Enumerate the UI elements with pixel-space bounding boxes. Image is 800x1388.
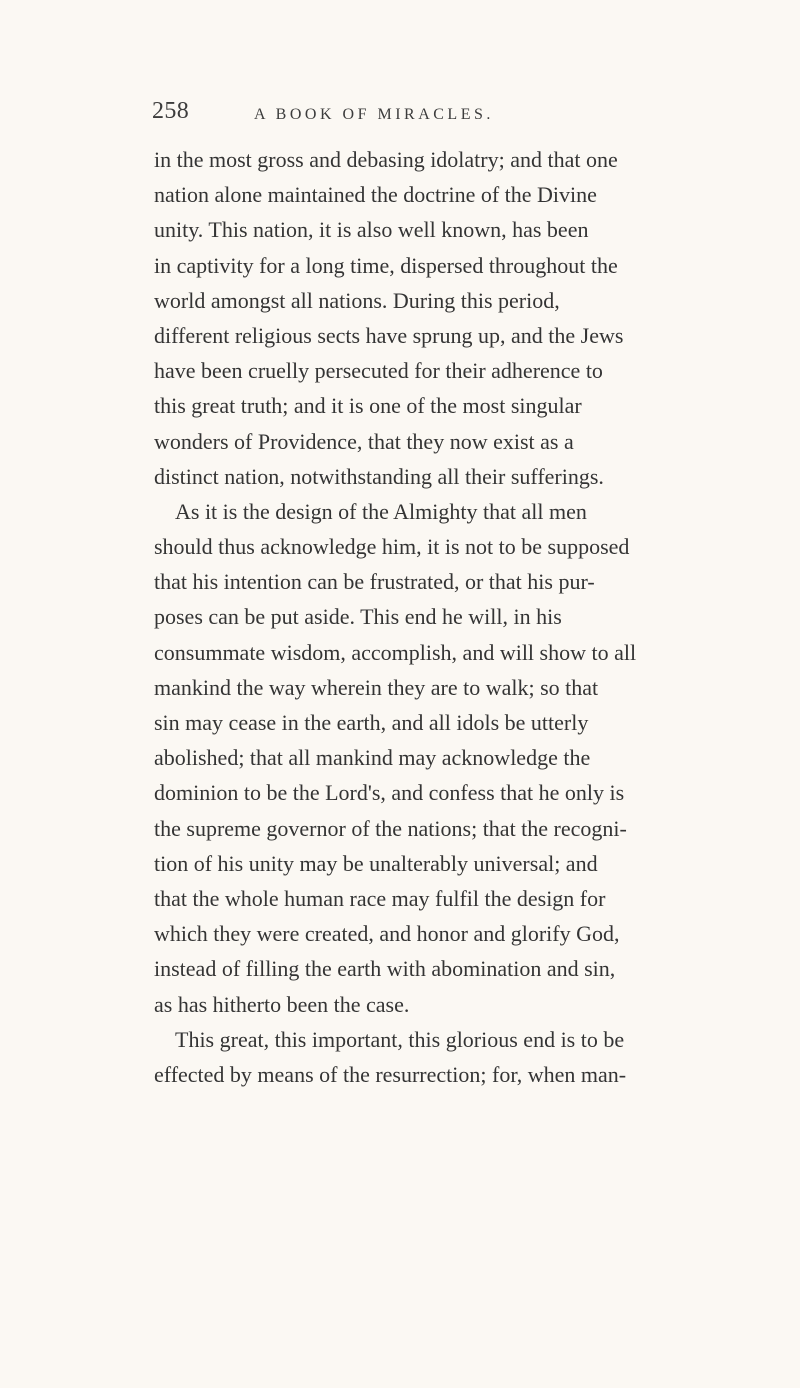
text-line: dominion to be the Lord's, and confess that he only is [154,780,625,806]
paragraph-start-line: This great, this important, this glorious end is to be [175,1026,625,1052]
text-line: different religious sects have sprung up, and the Jews [154,322,624,348]
text-line: in captivity for a long time, dispersed throughout the [154,252,618,278]
text-line: world amongst all nations. During this period, [154,287,560,313]
text-line: this great truth; and it is one of the most singular [154,393,582,419]
text-line: unity. This nation, it is also well known, has been [154,217,589,243]
paragraph-start-line: As it is the design of the Almighty that all men [175,498,587,524]
text-line: which they were created, and honor and glorify God, [154,921,620,947]
text-line: tion of his unity may be unalterably universal; and [154,850,598,876]
running-title: A BOOK OF MIRACLES. [254,106,494,123]
text-line: as has hitherto been the case. [154,991,410,1017]
page-number: 258 [152,98,190,124]
text-line: nation alone maintained the doctrine of the Divine [154,182,597,208]
text-line: wonders of Providence, that they now exist as a [154,428,574,454]
text-line: that his intention can be frustrated, or that his pur- [154,569,595,595]
text-line: consummate wisdom, accomplish, and will show to all [154,639,637,665]
body-text [154,142,794,1092]
text-line: should thus acknowledge him, it is not to be supposed [154,534,630,560]
text-line: poses can be put aside. This end he will, in his [154,604,562,630]
text-line: in the most gross and debasing idolatry; and that one [154,147,618,172]
text-line: abolished; that all mankind may acknowledge the [154,745,591,771]
text-line: sin may cease in the earth, and all idols be utterly [154,710,589,735]
text-line: effected by means of the resurrection; for, when man- [154,1061,627,1087]
text-line: that the whole human race may fulfil the design for [154,885,606,911]
text-line: the supreme governor of the nations; that the recogni- [154,815,627,841]
text-line: mankind the way wherein they are to walk; so that [154,674,599,700]
text-line: distinct nation, notwithstanding all their sufferings. [154,463,604,489]
text-line: have been cruelly persecuted for their adherence to [154,358,603,384]
text-line: instead of filling the earth with abomination and sin, [154,956,616,982]
